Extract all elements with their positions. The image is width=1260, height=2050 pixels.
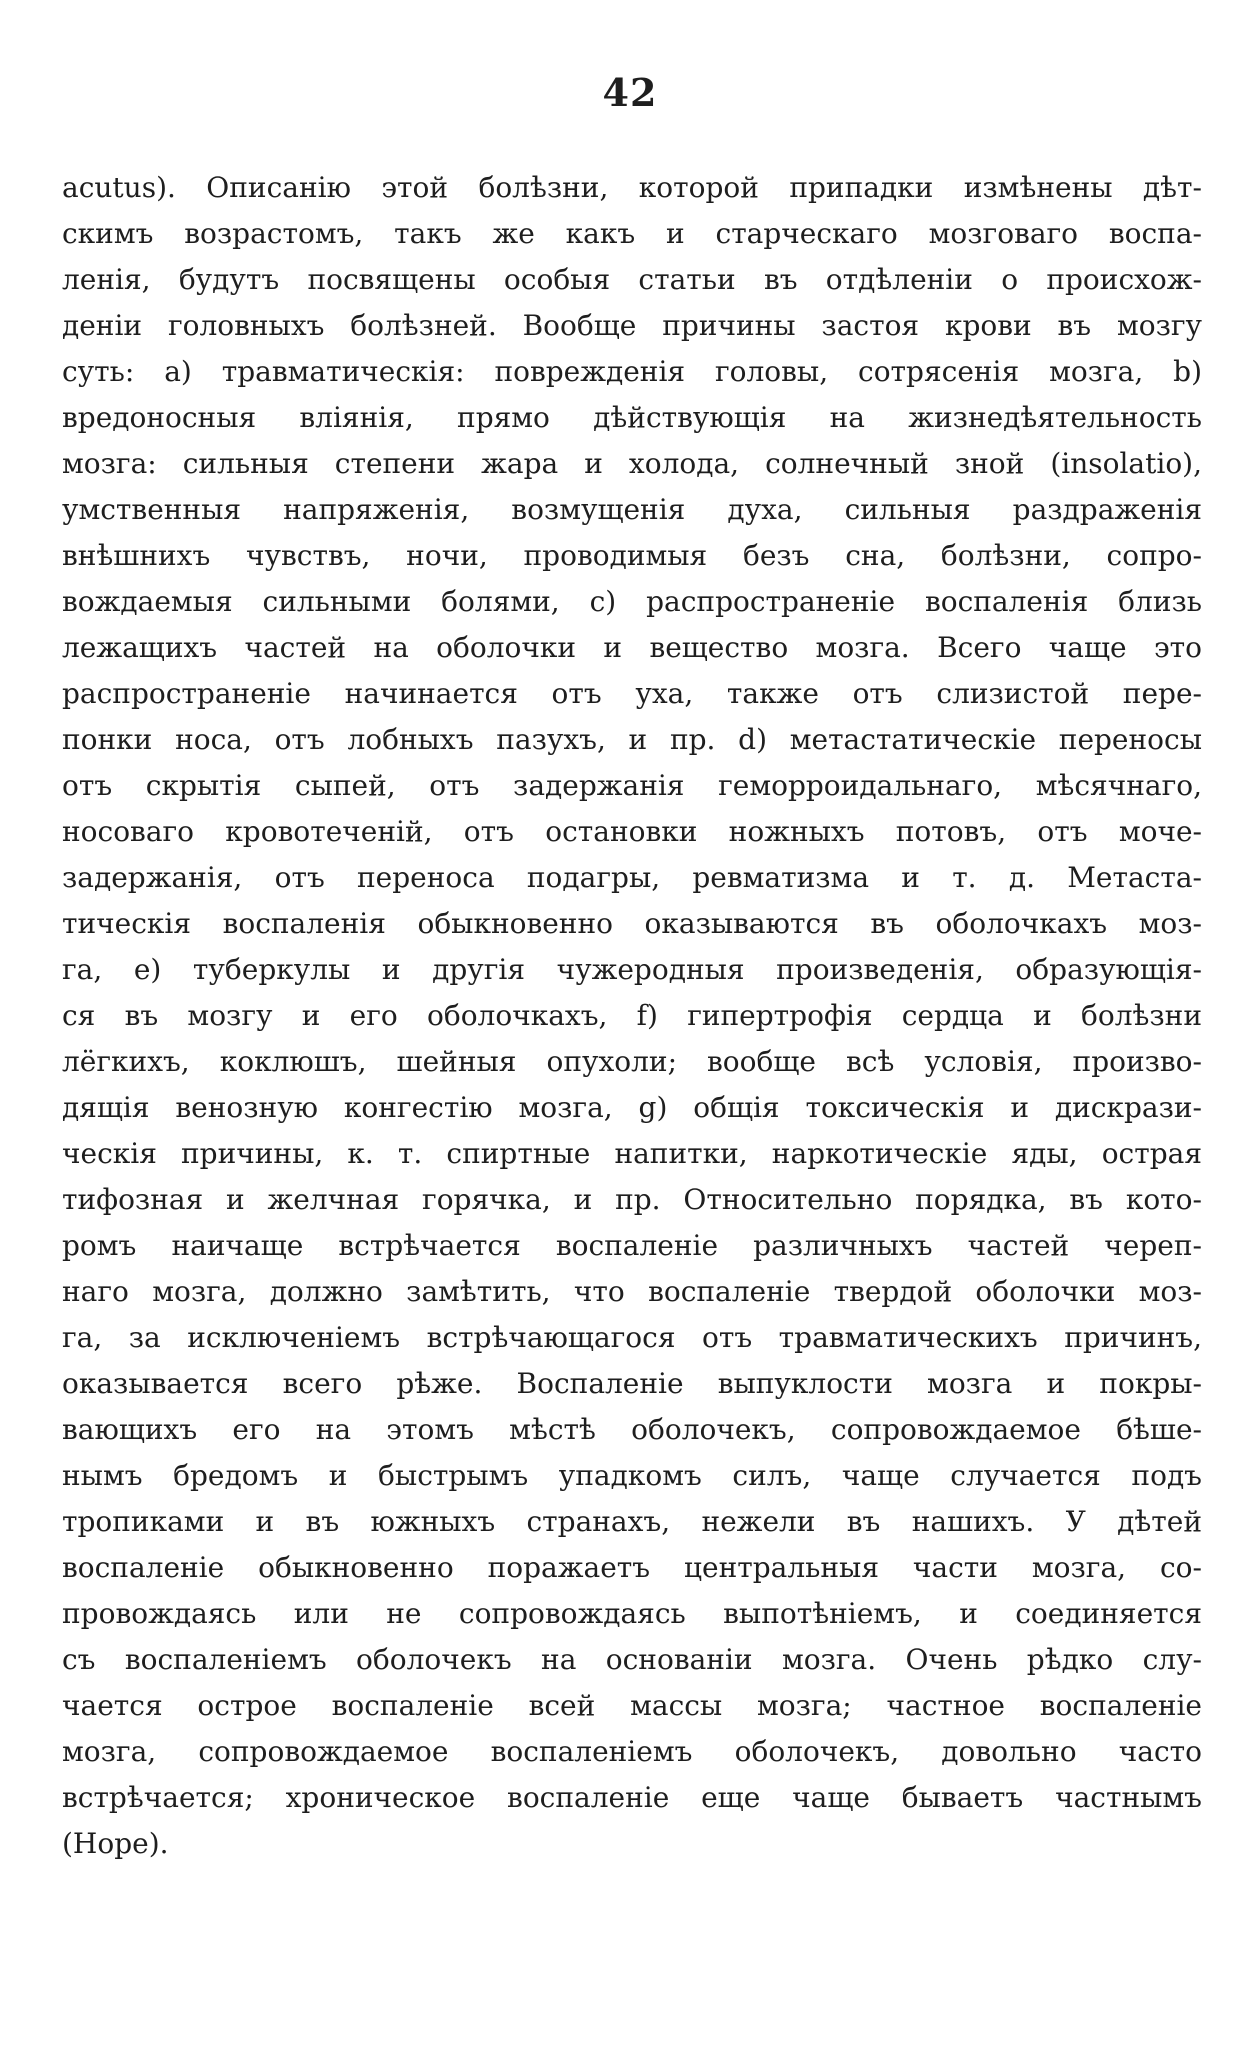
text-line: наго мозга, должно замѣтить, что воспаленіе твердой оболочки моз- bbox=[62, 1275, 1202, 1308]
text-line: ромъ наичаще встрѣчается воспаленіе различныхъ частей череп- bbox=[62, 1229, 1202, 1262]
text-line: вредоносныя вліянія, прямо дѣйствующія на жизнедѣятельность bbox=[62, 401, 1202, 434]
text-line: чается острое воспаленіе всей массы мозга; частное воспаленіе bbox=[62, 1689, 1202, 1722]
text-line: ся въ мозгу и его оболочкахъ, f) гипертрофія сердца и болѣзни bbox=[62, 999, 1202, 1032]
text-line: деніи головныхъ болѣзней. Вообще причины застоя крови въ мозгу bbox=[62, 309, 1202, 342]
text-line: задержанія, отъ переноса подагры, ревматизма и т. д. Метаста- bbox=[62, 861, 1202, 894]
text-line: дящія венозную конгестію мозга, g) общія токсическія и дискрази- bbox=[62, 1091, 1202, 1124]
text-line: лежащихъ частей на оболочки и вещество мозга. Всего чаще это bbox=[62, 631, 1202, 664]
page-number: 42 bbox=[602, 70, 658, 115]
text-line: тифозная и желчная горячка, и пр. Относительно порядка, въ кото- bbox=[62, 1183, 1202, 1216]
text-line: распространеніе начинается отъ уха, также отъ слизистой пере- bbox=[62, 677, 1202, 710]
text-line: встрѣчается; хроническое воспаленіе еще чаще бываетъ частнымъ bbox=[62, 1781, 1202, 1814]
text-line: мозга: сильныя степени жара и холода, солнечный зной (insolatio), bbox=[62, 447, 1202, 480]
text-line: вающихъ его на этомъ мѣстѣ оболочекъ, сопровождаемое бѣше- bbox=[62, 1413, 1202, 1446]
text-line: съ воспаленіемъ оболочекъ на основаніи мозга. Очень рѣдко слу- bbox=[62, 1643, 1202, 1676]
text-line: га, e) туберкулы и другія чужеродныя произведенія, образующія- bbox=[62, 953, 1202, 986]
text-line: мозга, сопровождаемое воспаленіемъ оболочекъ, довольно часто bbox=[62, 1735, 1202, 1768]
text-line: вождаемыя сильными болями, c) распространеніе воспаленія близь bbox=[62, 585, 1202, 618]
text-line: умственныя напряженія, возмущенія духа, сильныя раздраженія bbox=[62, 493, 1202, 526]
text-line: носоваго кровотеченій, отъ остановки ножныхъ потовъ, отъ моче- bbox=[62, 815, 1202, 848]
text-line: понки носа, отъ лобныхъ пазухъ, и пр. d) метастатическіе переносы bbox=[62, 723, 1202, 756]
body-text bbox=[62, 165, 1202, 1867]
text-line: тическія воспаленія обыкновенно оказываются въ оболочкахъ моз- bbox=[62, 907, 1202, 940]
text-line: оказывается всего рѣже. Воспаленіе выпуклости мозга и покры- bbox=[62, 1367, 1202, 1400]
text-line: га, за исключеніемъ встрѣчающагося отъ травматическихъ причинъ, bbox=[62, 1321, 1202, 1354]
text-line: внѣшнихъ чувствъ, ночи, проводимыя безъ сна, болѣзни, сопро- bbox=[62, 539, 1202, 572]
text-line: ленія, будутъ посвящены особыя статьи въ отдѣленіи о происхож- bbox=[62, 263, 1202, 296]
text-line: ческія причины, к. т. спиртные напитки, наркотическіе яды, острая bbox=[62, 1137, 1202, 1170]
text-line: тропиками и въ южныхъ странахъ, нежели въ нашихъ. У дѣтей bbox=[62, 1505, 1202, 1538]
text-line-last: (Hope). bbox=[62, 1827, 169, 1860]
text-line: воспаленіе обыкновенно поражаетъ центральныя части мозга, со- bbox=[62, 1551, 1202, 1584]
text-line: acutus). Описанію этой болѣзни, которой припадки измѣнены дѣт- bbox=[62, 171, 1202, 204]
text-line: отъ скрытія сыпей, отъ задержанія геморроидальнаго, мѣсячнаго, bbox=[62, 769, 1202, 802]
text-line: скимъ возрастомъ, такъ же какъ и старческаго мозговаго воспа- bbox=[62, 217, 1202, 250]
text-line: лёгкихъ, коклюшъ, шейныя опухоли; вообще всѣ условія, произво- bbox=[62, 1045, 1202, 1078]
text-line: провождаясь или не сопровождаясь выпотѣніемъ, и соединяется bbox=[62, 1597, 1202, 1630]
text-line: суть: a) травматическія: поврежденія головы, сотрясенія мозга, b) bbox=[62, 355, 1202, 388]
text-line: нымъ бредомъ и быстрымъ упадкомъ силъ, чаще случается подъ bbox=[62, 1459, 1202, 1492]
